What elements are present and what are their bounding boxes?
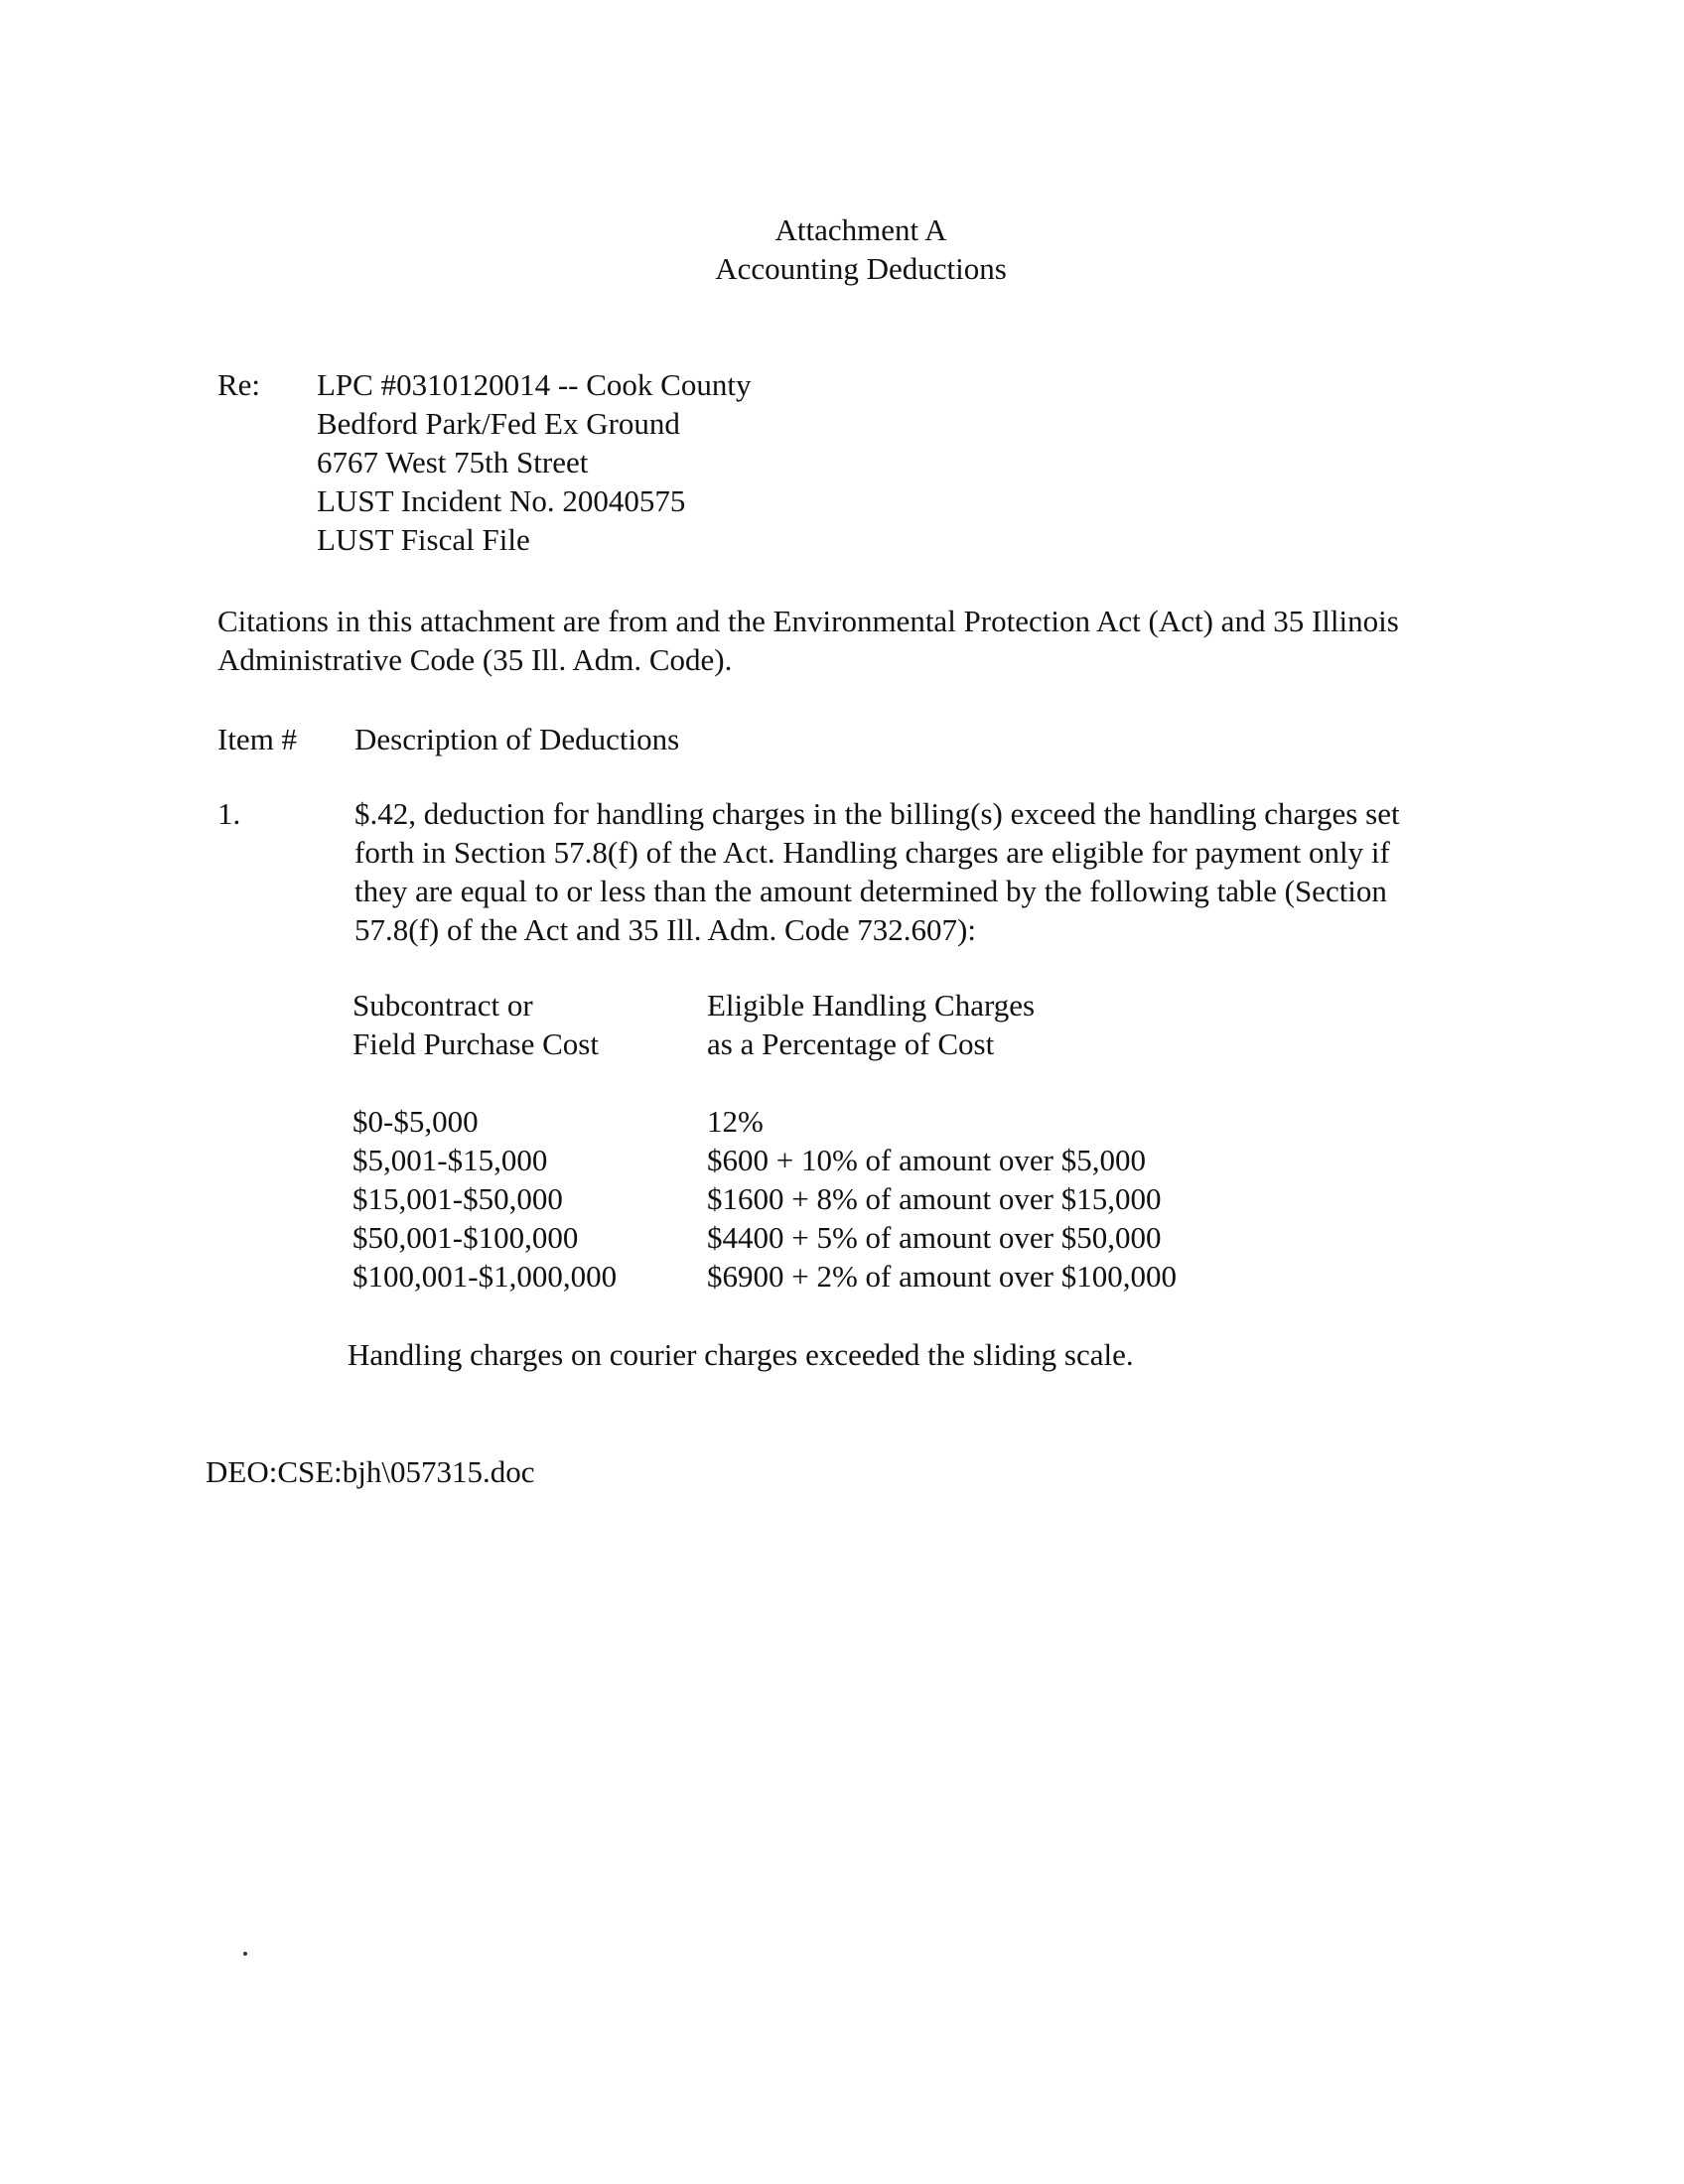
item-number-heading: Item #: [217, 722, 298, 756]
table-cell-charge: $1600 + 8% of amount over $15,000: [707, 1181, 1162, 1216]
item-line: they are equal to or less than the amount determined by the following table (Section: [354, 874, 1387, 908]
handling-table-cost-column: [352, 986, 617, 1296]
re-line: LUST Incident No. 20040575: [317, 483, 686, 518]
re-label: Re:: [217, 367, 261, 402]
table-cell-cost: $50,001-$100,000: [352, 1220, 579, 1255]
citation-line: Administrative Code (35 Ill. Adm. Code).: [217, 642, 733, 677]
table-cell-charge: $6900 + 2% of amount over $100,000: [707, 1259, 1177, 1294]
table-cell-cost: $100,001-$1,000,000: [352, 1259, 618, 1294]
item-line: $.42, deduction for handling charges in the billing(s) exceed the handling charges set: [354, 796, 1400, 831]
table-header-charge: Eligible Handling Charges: [707, 988, 1036, 1023]
citation-paragraph: [217, 602, 1508, 679]
attachment-header: [0, 210, 1684, 288]
item-line: 57.8(f) of the Act and 35 Ill. Adm. Code 732.607):: [354, 912, 976, 947]
handling-table-charge-column: [707, 986, 1177, 1296]
re-line: LUST Fiscal File: [317, 522, 530, 557]
re-block: [317, 365, 751, 559]
item-description-heading: Description of Deductions: [354, 722, 680, 756]
attachment-title: Attachment A: [774, 212, 947, 247]
re-line: Bedford Park/Fed Ex Ground: [317, 406, 680, 441]
table-header-charge: as a Percentage of Cost: [707, 1026, 995, 1061]
item-description: [354, 794, 1400, 949]
table-header-cost: Subcontract or: [352, 988, 533, 1023]
item-number: 1.: [217, 796, 241, 831]
document-reference: DEO:CSE:bjh\057315.doc: [206, 1454, 535, 1489]
table-header-cost: Field Purchase Cost: [352, 1026, 599, 1061]
handling-note: Handling charges on courier charges exceeded the sliding scale.: [348, 1337, 1134, 1372]
re-line: LPC #0310120014 -- Cook County: [317, 367, 752, 402]
attachment-subtitle: Accounting Deductions: [715, 251, 1007, 286]
table-cell-charge: $600 + 10% of amount over $5,000: [707, 1143, 1146, 1177]
citation-line: Citations in this attachment are from and the Environmental Protection Act (Act) and 35 Illinois: [217, 604, 1399, 638]
table-cell-charge: 12%: [707, 1104, 764, 1139]
table-cell-cost: $0-$5,000: [352, 1104, 479, 1139]
re-line: 6767 West 75th Street: [317, 445, 589, 479]
item-line: forth in Section 57.8(f) of the Act. Handling charges are eligible for payment only if: [354, 835, 1390, 870]
table-cell-cost: $15,001-$50,000: [352, 1181, 563, 1216]
scan-speck: [243, 1952, 247, 1956]
table-cell-charge: $4400 + 5% of amount over $50,000: [707, 1220, 1162, 1255]
table-cell-cost: $5,001-$15,000: [352, 1143, 548, 1177]
